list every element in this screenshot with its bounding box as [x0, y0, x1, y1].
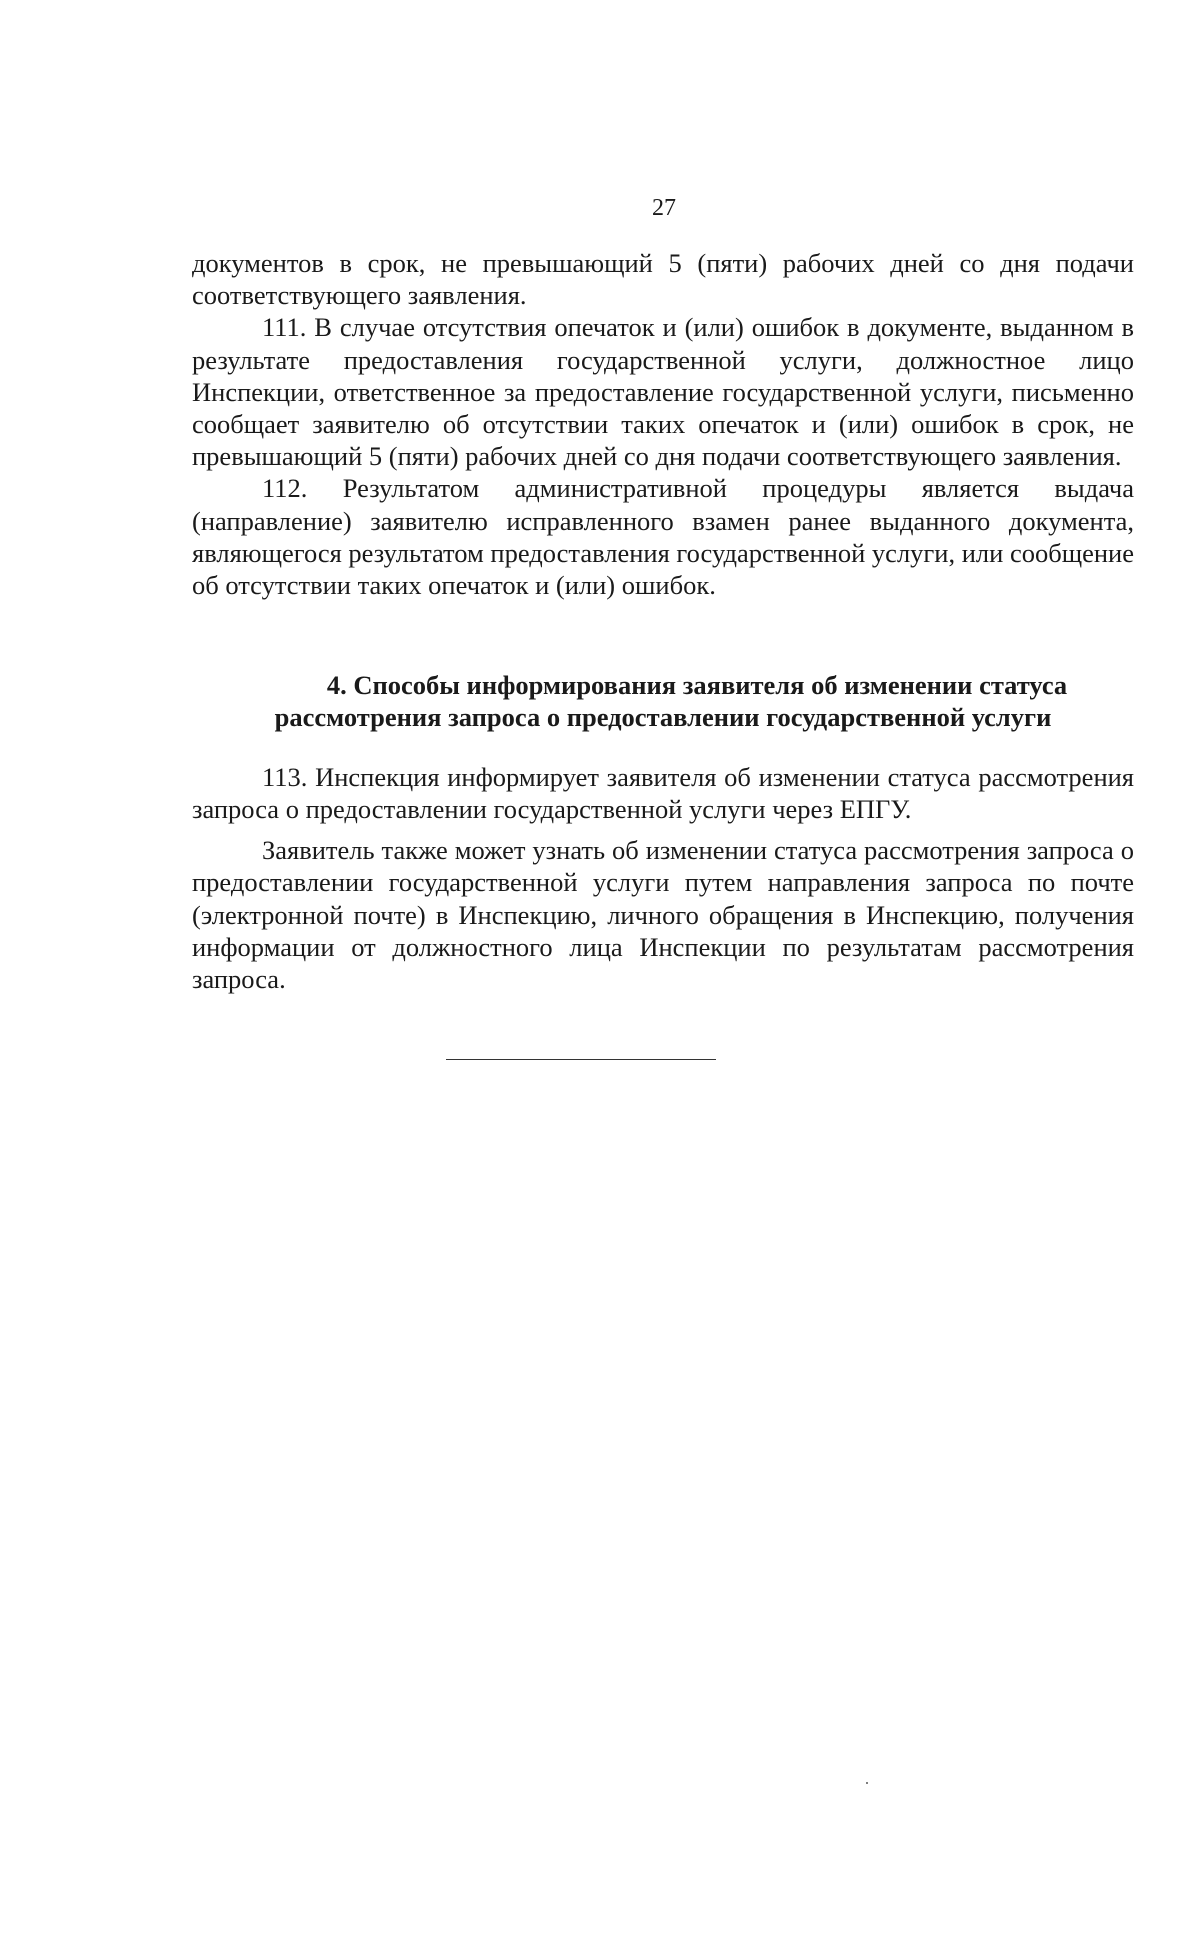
- paragraph-113: 113. Инспекция информирует заявителя об изменении статуса рассмотрения запроса о предоставлении государственной услуги через ЕПГУ.: [192, 762, 1134, 825]
- paragraph-111: 111. В случае отсутствия опечаток и (или) ошибок в документе, выданном в результате предоставления государственной услуги, должностное лицо Инспекции, ответственное за предоставление государственной услуги, письменно сообщает заявителю об отсутствии таких опечаток и (или) ошибок в срок, не превышающий 5 (пяти) рабочих дней со дня подачи соответствующего заявления.: [192, 312, 1134, 472]
- paragraph-112: 112. Результатом административной процедуры является выдача (направление) заявителю исправленного взамен ранее выданного документа, являющегося результатом предоставления государственной услуги, или сообщение об отсутствии таких опечаток и (или) ошибок.: [192, 473, 1134, 601]
- body-text-block: [192, 247, 1134, 601]
- section-heading: [192, 669, 1134, 733]
- section-body-block: [192, 761, 1134, 996]
- paragraph-continuation: документов в срок, не превышающий 5 (пяти) рабочих дней со дня подачи соответствующего заявления.: [192, 248, 1134, 311]
- section-heading-line-2: рассмотрения запроса о предоставлении государственной услуги: [274, 702, 1052, 732]
- paragraph-113-continuation: Заявитель также может узнать об изменении статуса рассмотрения запроса о предоставлении государственной услуги путем направления запроса по почте (электронной почте) в Инспекцию, личного обращения в Инспекцию, получения информации от должностного лица Инспекции по результатам рассмотрения запроса.: [192, 834, 1134, 995]
- end-divider: [446, 1059, 716, 1060]
- scan-speck: [866, 1782, 868, 1784]
- section-heading-line-1: 4. Способы информирования заявителя об изменении статуса: [326, 670, 1068, 700]
- page-number: 27: [652, 195, 676, 221]
